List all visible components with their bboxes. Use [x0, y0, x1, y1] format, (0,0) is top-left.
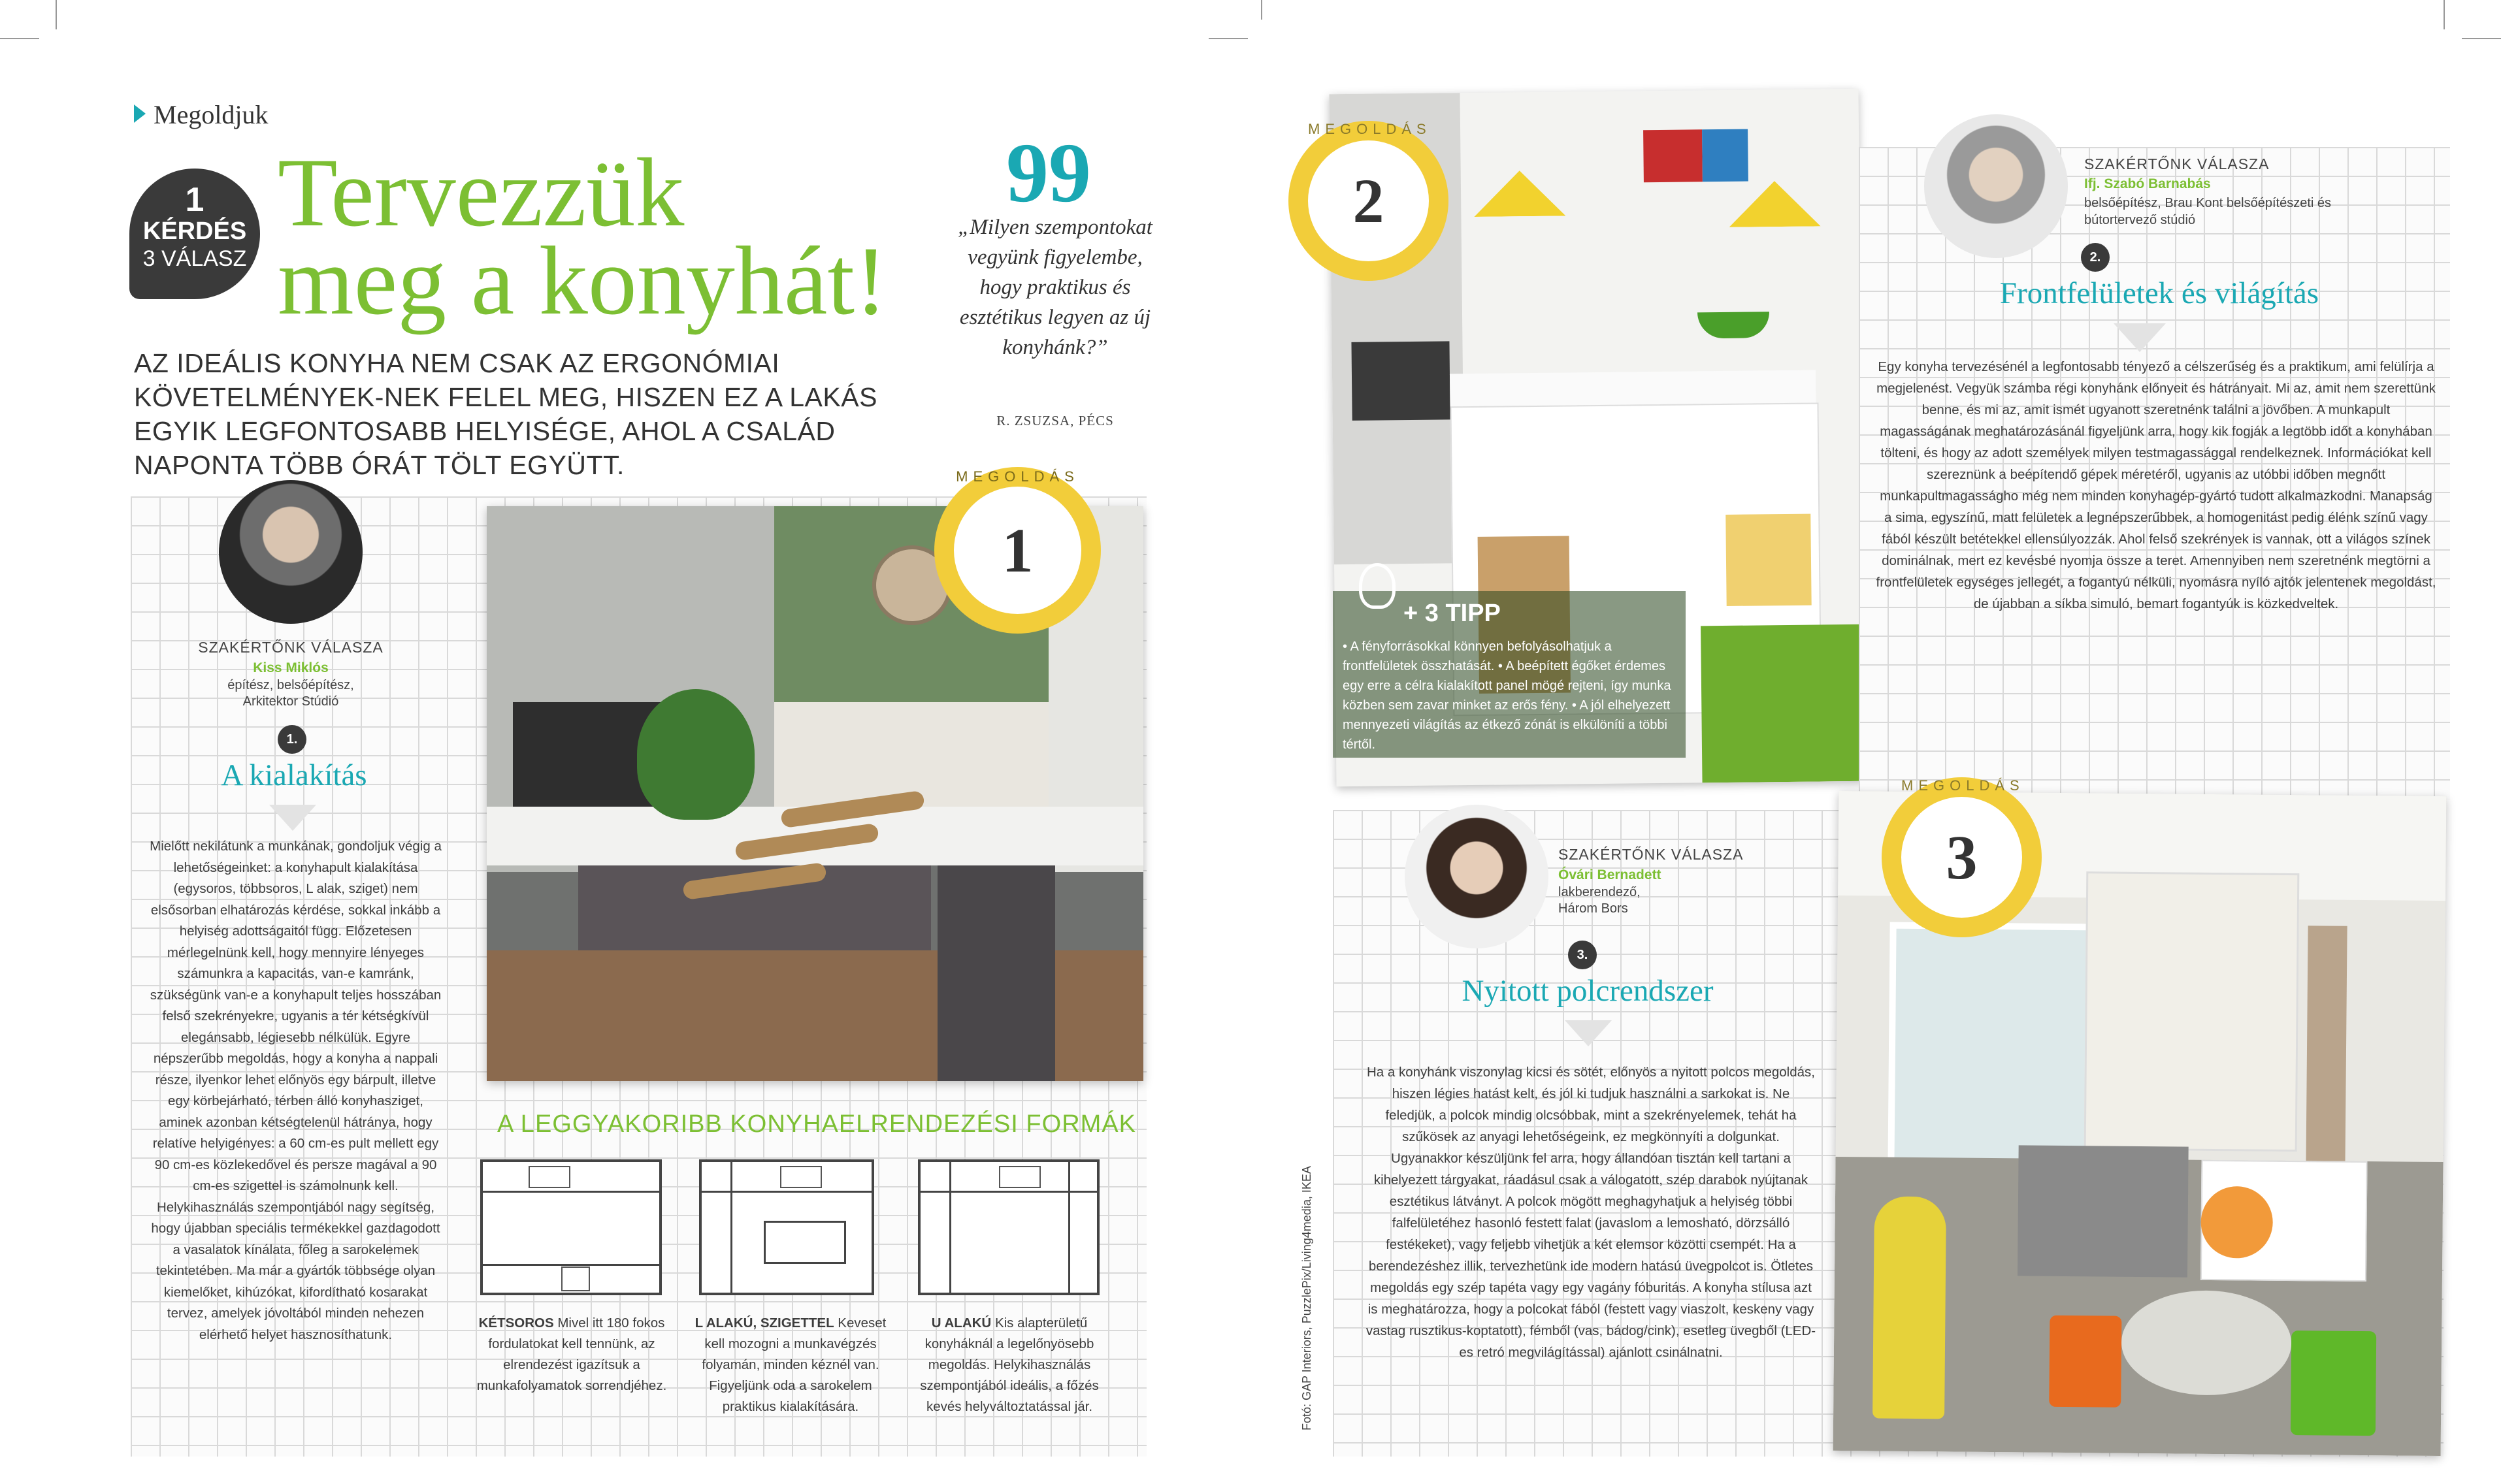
answer-heading: Frontfelületek és világítás: [1999, 276, 2319, 310]
expert-role: lakberendező,: [1558, 885, 1641, 899]
layout-text: Mivel itt 180 fokos fordulatokat kell tennünk, az elrendezést igazítsuk a munkafolyamatok sorrendjéhez.: [476, 1315, 667, 1393]
section-arrow-icon: [134, 105, 146, 123]
page-title-line1: Tervezzük: [278, 138, 685, 247]
layout-name: L ALAKÚ, SZIGETTEL: [695, 1315, 834, 1331]
crop-mark: [2444, 0, 2445, 29]
crop-mark: [1209, 38, 1248, 39]
expert-label: SZAKÉRTŐNK VÁLASZA: [2084, 155, 2270, 172]
quote-mark-icon: 99: [1006, 126, 1091, 220]
expert-studio: Három Bors: [1558, 901, 1628, 916]
chevron-down-icon: [269, 805, 316, 831]
badge-line3: 3 VÁLASZ: [142, 246, 247, 271]
layouts-heading: A LEGGYAKORIBB KONYHAELRENDEZÉSI FORMÁK: [497, 1110, 1136, 1138]
solution-label: MEGOLDÁS: [1308, 121, 1431, 137]
layout-name: U ALAKÚ: [931, 1315, 992, 1331]
crop-mark: [2462, 38, 2501, 39]
expert-label: SZAKÉRTŐNK VÁLASZA: [198, 639, 384, 656]
solution-2-ring: [1288, 121, 1448, 281]
section-label: Megoldjuk: [154, 100, 269, 129]
answer-heading: A kialakítás: [221, 758, 367, 792]
expert-name: Ifj. Szabó Barnabás: [2084, 176, 2211, 191]
chevron-down-icon: [1565, 1020, 1612, 1046]
layout-diagram-ketsoros: [480, 1159, 662, 1295]
layout-diagram-l-alaku: [699, 1159, 874, 1295]
badge-number: 1: [185, 181, 204, 219]
answer-body: Egy konyha tervezésénél a legfontosabb tényező a célszerűség és a praktikum, ami felülírja a megjelenést. Vegyük számba régi konyhánk előnyeit és hátrányait. Mi az, amit nem szerettünk benne, és mi az, amit ismét ugyanott szeretnénk találni a jövőben. A munkapult magasságának meghatározásánál figyeljünk arra, hogy kik fogják a legtöbb időt a konyhában tölteni, és hogy az adott személyek milyen testmagassággal rendelkeznek. Információkat kell szereznünk a beépítendő gépek méretéről, ugyanis az utóbbi időben megnőtt munkapultmagasságho még nem minden konyhagép-gyártó tudott alkalmazkodni. Manapság a sima, egyszínű, matt felületek a legnépszerűbbek, a homogenitást pedig élénk színű vagy fából készült betétekkel ellensúlyozzák. Ahol felső szekrények is vannak, ott a világos színek dominálnak, mert ez kevésbé nyomja össze a teret. Amennyiben nem szeretnénk megtörni a frontfelületek egységes jellegét, a fogantyú nélküli, nyomásra nyíló ajtók jelentenek megoldást, de újabban a síkba simuló, bemart fogantyúk is közkedveltek.: [1876, 359, 2436, 611]
expert-avatar: [1405, 805, 1548, 948]
layout-caption-l-alaku: [689, 1313, 892, 1417]
expert-avatar: [219, 480, 363, 624]
tips-text: • A fényforrásokkal könnyen befolyásolhatjuk a frontfelületek összhatását. • A beépített égőket érdemes egy erre a célra kialakított panel mögé rejteni, így munka közben sem zavar minket az erős fény. • A jól elhelyezett mennyezeti világítás az étkező zónát is elkülöníti a többi tértől.: [1343, 639, 1671, 752]
expert-name: Kiss Miklós: [253, 660, 329, 675]
layout-diagram-u-alaku: [918, 1159, 1100, 1295]
expert-avatar: [1924, 114, 2068, 258]
crop-mark: [0, 38, 39, 39]
answer-number-badge: 2.: [2081, 243, 2110, 272]
answer-number-badge: 1.: [278, 725, 306, 754]
expert-name: Óvári Bernadett: [1558, 867, 1661, 882]
expert-label: SZAKÉRTŐNK VÁLASZA: [1558, 846, 1744, 863]
lightbulb-icon: [1359, 563, 1396, 609]
reader-name: R. ZSUZSA, PÉCS: [996, 413, 1114, 428]
solution-1-ring: [934, 467, 1101, 634]
answer-heading: Nyitott polcrendszer: [1462, 974, 1714, 1008]
answer-number-badge: 3.: [1568, 941, 1597, 969]
intro-text: AZ IDEÁLIS KONYHA NEM CSAK AZ ERGONÓMIAI KÖVETELMÉNYEK-NEK FELEL MEG, HISZEN EZ A LAKÁS EGYIK LEGFONTOSABB HELYISÉGE, AHOL A CSALÁD NAPONTA TÖBB ÓRÁT TÖLT EGYÜTT.: [134, 348, 877, 480]
solution-number: 2: [1352, 166, 1384, 236]
layout-text: Kis alapterületű konyháknál a legelőnyösebb megoldás. Helykihasználás szempontjából ideális, a főzés kevés helyváltoztatással jár.: [920, 1315, 1099, 1414]
solution-number: 1: [1002, 515, 1034, 585]
answer-body: Mielőtt nekilátunk a munkának, gondoljuk végig a lehetőségeinket: a konyhapult kialakítása (egysoros, többsoros, L alak, sziget) nem elsősorban elhatározás kérdése, sokkal inkább a helyiség adottságaitól függ. Előzetesen mérlegelnünk kell, hogy mennyire lényeges számunkra a kapacitás, van-e kamránk, szükségünk van-e a konyhapult teljes hosszában felső szekrényekre, ugyanis a tér kétségkívül elegánsabb, légiesebb nélkülük. Egyre népszerűbb megoldás, hogy a konyha a nappali része, ilyenkor lehet előnyös egy bárpult, illetve egy körbejárható, térben álló konyhasziget, aminek azonban kétségtelenül hátránya, hogy relatíve helyigényes: a 60 cm-es pult mellett egy 90 cm-es közlekedővel és persze magával a 90 cm-es szigettel is számolnunk kell. Helykihasználás szempontjából nagy segítség, hogy újabban speciális termékekkel gazdagodott a vasalatok kínálata, főleg a sarokelemek tekintetében. Ma már a gyártók többsége olyan kiemelőket, kihúzókat, kifordítható kosarakat tervez, amelyek jóvoltából minden nehezen elérhető helyet hasznosíthatunk.: [150, 839, 442, 1342]
expert-role: építész, belsőépítész,: [227, 678, 354, 692]
reader-question: „Milyen szempontokat vegyünk figyelembe, hogy praktikus és esztétikus legyen az új konyhánk?”: [958, 216, 1152, 359]
crop-mark: [1261, 0, 1262, 20]
tips-title: + 3 TIPP: [1403, 600, 1501, 627]
layout-caption-u-alaku: [908, 1313, 1111, 1417]
crop-mark: [56, 0, 57, 29]
solution-3-ring: [1882, 777, 2042, 937]
answer-body: Ha a konyhánk viszonylag kicsi és sötét, előnyös a nyitott polcos megoldás, hiszen légies hatást kelt, és jól ki tudjuk használni a sarkokat is. Ne feledjük, a polcok mindig olcsóbbak, mint a szekrényelemek, tehát ha szűkösek az anyagi lehetőségeink, ez megkönnyíti a dolgunkat. Ugyanakkor készüljünk fel arra, hogy állandóan tisztán kell tartani a kihelyezett tárgyakat, ráadásul csak a válogatott, szép darabok nyújtanak esztétikus látványt. A polcok mögött meghagyhatjuk a helyiség többi falfelületéhez hasonló festett falat (javaslom a lemosható, dörzsálló festékeket), vagy feljebb vihetjük a két elemsor közötti csempét. Ha a berendezéshez illik, tervezhetünk ide modern hatású üvegpolcot is. Ötletes megoldás egy szép tapéta vagy egy vagány fóburitás. A konyha stílusa azt is meghatározza, hogy a polcokat fából (festett vagy viaszolt, keskeny vagy vastag rusztikus-koptatott), fémből (vas, bádog/cink), esetleg üvegből (LED-es retró megvilágítással) ajánlott csinálnatni.: [1365, 1065, 1816, 1360]
chevron-down-icon: [2114, 323, 2166, 352]
layout-caption-ketsoros: [470, 1313, 673, 1396]
expert-studio: Arkitektor Stúdió: [242, 694, 339, 709]
solution-label: MEGOLDÁS: [956, 468, 1079, 485]
badge-line2: KÉRDÉS: [142, 218, 247, 245]
page-title-line2: meg a konyhát!: [278, 227, 888, 335]
question-badge: [129, 169, 260, 299]
solution-number: 3: [1946, 822, 1978, 892]
expert-role: belsőépítész, Brau Kont belsőépítészeti és bútortervező stúdió: [2084, 196, 2332, 227]
layout-text: Keveset kell mozogni a munkavégzés folyamán, minden kéznél van. Figyeljünk oda a sarokelem praktikus kialakítására.: [702, 1315, 887, 1414]
solution-label: MEGOLDÁS: [1901, 777, 2025, 794]
photo-credit: Fotó: GAP Interiors, PuzzlePix/Living4media, IKEA: [1300, 1166, 1313, 1430]
layout-name: KÉTSOROS: [478, 1315, 554, 1331]
